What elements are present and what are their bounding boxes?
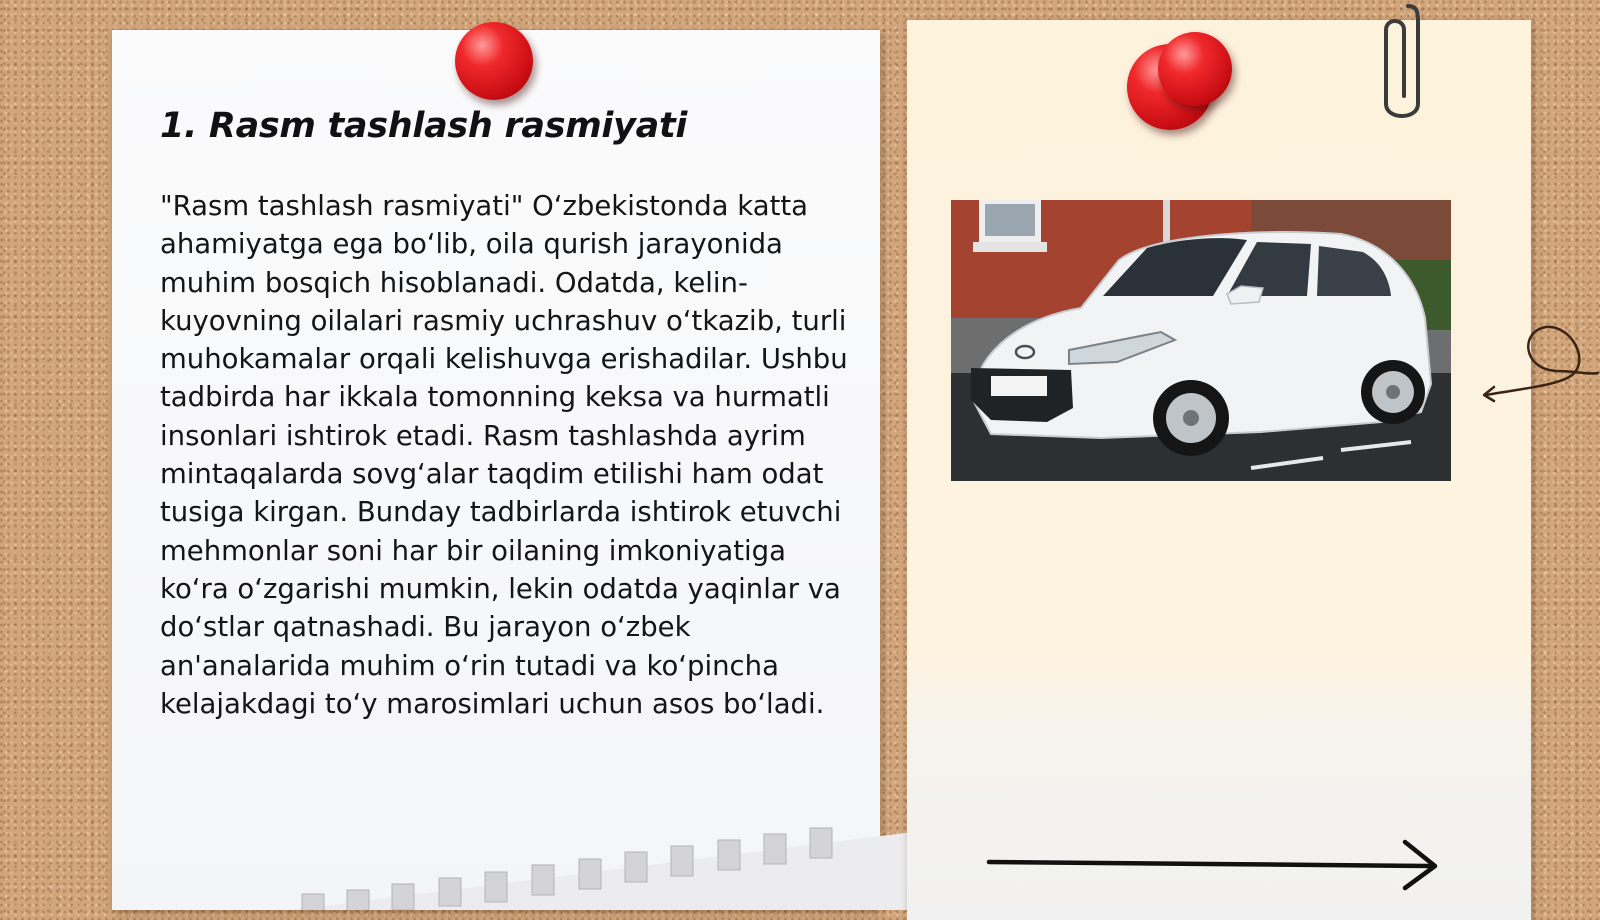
slide-body-text: "Rasm tashlash rasmiyati" O‘zbekistonda katta ahamiyatga ega bo‘lib, oila qurish jarayonida muhim bosqich hisoblanadi. Odatda, kelin-kuyovning oilalari rasmiy uchrashuv o‘tkazib, turli muhokamalar orqali kelishuvga erishadilar. Ushbu tadbirda har ikkala tomonning keksa va hurmatli insonlari ishtirok etadi. Rasm tashlashda ayrim mintaqalarda sovg‘alar taqdim etilishi ham odat tusiga kirgan. Bunday tadbirlarda ishtirok etuvchi mehmonlar soni har bir oilaning imkoniyatiga ko‘ra o‘zgarishi mumkin, lekin odatda yaqinlar va do‘stlar qatnashadi. Bu jarayon o‘zbek an'analarida muhim o‘rin tutadi va ko‘pincha kelajakdagi to‘y marosimlari uchun asos bo‘ladi. [160,190,848,720]
arrow-right-icon [985,836,1445,892]
slide-title: 1. Rasm tashlash rasmiyati [160,106,688,146]
car-photo [951,200,1451,481]
loop-arrow-doodle [1480,315,1600,405]
text-note-card [112,30,880,910]
torn-paper-edge [292,800,992,910]
pushpin-icon [1158,32,1232,106]
pushpin-icon [455,22,533,100]
paperclip-icon [1378,0,1422,124]
